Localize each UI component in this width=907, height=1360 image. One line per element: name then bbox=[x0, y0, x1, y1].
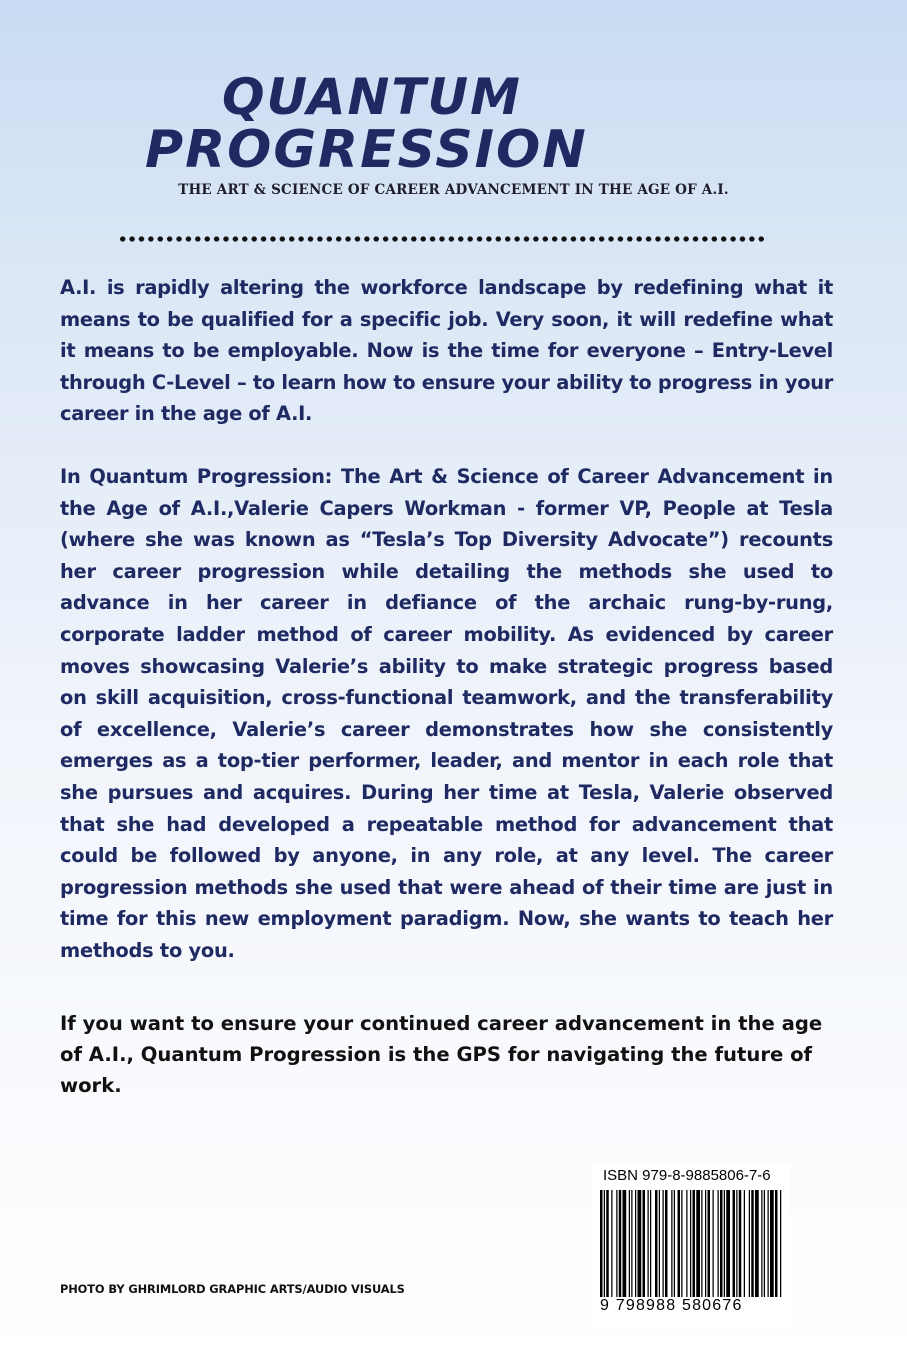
closing-paragraph: If you want to ensure your continued career advancement in the age of A.I., Quantum Progression is the GPS for navigating the future of work. bbox=[60, 1012, 823, 1097]
photo-credit: PHOTO BY GHRIMLORD GRAPHIC ARTS/AUDIO VISUALS bbox=[60, 1282, 405, 1296]
barcode-icon bbox=[598, 1190, 784, 1310]
book-title-line1: QUANTUM bbox=[222, 68, 522, 126]
book-title-line2: PROGRESSION bbox=[145, 120, 588, 180]
isbn-label: ISBN 979-8-9885806-7-6 bbox=[603, 1167, 771, 1184]
description-paragraph: In Quantum Progression: The Art & Science of Career Advancement in the Age of A.I.,Valerie Capers Workman - former VP, People at Tesla (where she was known as “Tesla’s Top Diversity Advocate”) recounts her career progression while detailing the methods she used to advance in her career in defiance of the archaic rung-by-rung, corporate ladder method of career mobility. As evidenced by career moves showcasing Valerie’s ability to make strategic progress based on skill acquisition, cross-functional teamwork, and the transferability of excellence, Valerie’s career demonstrates how she consistently emerges as a top-tier performer, leader, and mentor in each role that she pursues and acquires. During her time at Tesla, Valerie observed that she had developed a repeatable method for advancement that could be followed by anyone, in any role, at any level. The career progression methods she used that were ahead of their time are just in time for this new employment paradigm. Now, she wants to teach her methods to you. bbox=[60, 465, 833, 962]
intro-paragraph: A.I. is rapidly altering the workforce landscape by redefining what it means to be qualified for a specific job. Very soon, it will redefine what it means to be employable. Now is the time for everyone – Entry-Level through C-Level – to learn how to ensure your ability to progress in your career in the age of A.I. bbox=[60, 276, 833, 426]
dotted-divider bbox=[118, 236, 768, 242]
book-subtitle: THE ART & SCIENCE OF CAREER ADVANCEMENT IN THE AGE OF A.I. bbox=[178, 182, 729, 198]
barcode-number: 9 798988 580676 bbox=[598, 1297, 786, 1315]
